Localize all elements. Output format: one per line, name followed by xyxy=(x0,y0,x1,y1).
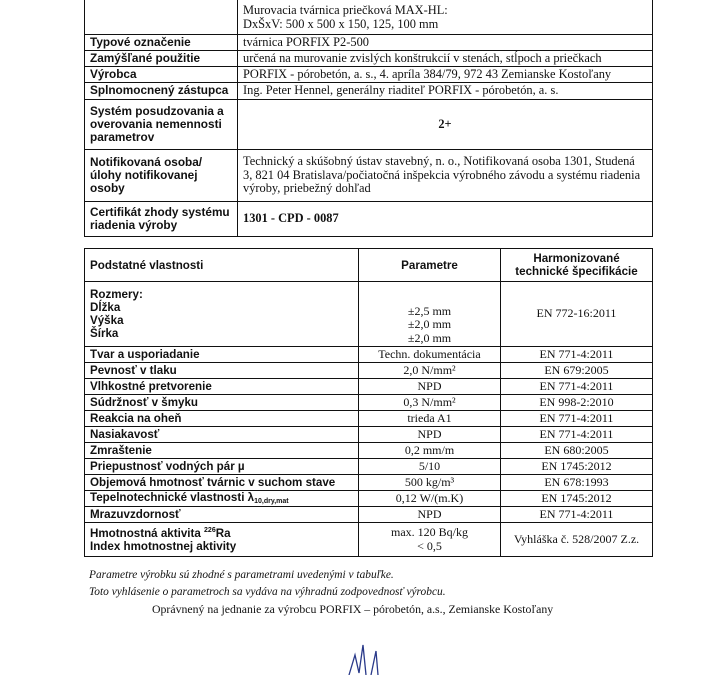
manufacturer-value: PORFIX - pórobetón, a. s., 4. apríla 384/79, 972 43 Zemianske Kostoľany xyxy=(238,67,653,83)
representative-row xyxy=(85,83,653,100)
property-spec: EN 1745:2012 xyxy=(501,491,653,507)
product-name: Murovacia tvárnica priečková MAX-HL: xyxy=(243,2,448,17)
header-properties: Podstatné vlastnosti xyxy=(85,249,359,282)
property-spec: EN 771-4:2011 xyxy=(501,347,653,363)
notified-row xyxy=(85,150,653,202)
system-value: 2+ xyxy=(238,100,653,150)
property-value: 0,12 W/(m.K) xyxy=(359,491,501,507)
property-name: Zmraštenie xyxy=(85,443,359,459)
property-value: NPD xyxy=(359,379,501,395)
dimensions-row xyxy=(85,282,653,347)
note-line: Toto vyhlásenie o parametroch sa vydáva na výhradnú zodpovednosť výrobcu. xyxy=(89,586,446,598)
property-spec: EN 680:2005 xyxy=(501,443,653,459)
property-row xyxy=(85,363,653,379)
property-name: Vlhkostné pretvorenie xyxy=(85,379,359,395)
product-row xyxy=(85,0,653,35)
property-spec: EN 771-4:2011 xyxy=(501,411,653,427)
product-dimensions: DxŠxV: 500 x 500 x 150, 125, 100 mm xyxy=(243,16,439,31)
property-row xyxy=(85,507,653,523)
properties-header xyxy=(85,249,653,282)
property-row xyxy=(85,443,653,459)
property-row xyxy=(85,459,653,475)
dimensions-spec: EN 772-16:2011 xyxy=(501,282,653,347)
manufacturer-row xyxy=(85,67,653,83)
representative-label: Splnomocnený zástupca xyxy=(85,83,238,100)
system-label: Systém posudzovania a overovania nemennosti parametrov xyxy=(85,100,238,150)
width-label: Šírka xyxy=(90,326,119,340)
type-row xyxy=(85,35,653,51)
property-row xyxy=(85,427,653,443)
declaration-notes xyxy=(89,567,446,601)
height-label: Výška xyxy=(90,314,124,327)
property-row xyxy=(85,395,653,411)
length-tolerance: ±2,5 mm xyxy=(407,303,452,318)
property-spec: EN 679:2005 xyxy=(501,363,653,379)
type-value: tvárnica PORFIX P2-500 xyxy=(238,35,653,51)
representative-value: Ing. Peter Hennel, generálny riaditeľ PORFIX - pórobetón, a. s. xyxy=(238,83,653,100)
authorized-person-line: Oprávnený na jednanie za výrobcu PORFIX – pórobetón, a.s., Zemianske Kostoľany xyxy=(152,602,554,616)
activity-value: max. 120 Bq/kg xyxy=(391,525,468,540)
activity-index-value: < 0,5 xyxy=(417,538,442,553)
properties-table xyxy=(84,248,653,557)
property-value: 500 kg/m³ xyxy=(359,475,501,491)
certificate-label: Certifikát zhody systému riadenia výroby xyxy=(85,202,238,237)
type-label: Typové označenie xyxy=(85,35,238,51)
property-name: Reakcia na oheň xyxy=(85,411,359,427)
certificate-row xyxy=(85,202,653,237)
certificate-value: 1301 - CPD - 0087 xyxy=(238,202,653,237)
note-line: Parametre výrobku sú zhodné s parametrami uvedenými v tabuľke. xyxy=(89,569,394,581)
length-label: Dĺžka xyxy=(90,301,121,315)
activity-row xyxy=(85,523,653,557)
activity-index-label: Index hmotnostnej aktivity xyxy=(90,539,237,553)
width-tolerance: ±2,0 mm xyxy=(407,330,452,345)
activity-spec: Vyhláška č. 528/2007 Z.z. xyxy=(501,523,653,557)
property-spec: EN 771-4:2011 xyxy=(501,379,653,395)
dimensions-title: Rozmery: xyxy=(90,288,143,302)
product-info-table xyxy=(84,0,653,237)
property-row xyxy=(85,411,653,427)
property-value: 2,0 N/mm² xyxy=(359,363,501,379)
property-name: Tvar a usporiadanie xyxy=(85,347,359,363)
lambda-subscript: 10,dry,mat xyxy=(254,498,289,506)
property-value: 5/10 xyxy=(359,459,501,475)
use-row xyxy=(85,51,653,67)
property-row xyxy=(85,347,653,363)
property-value: Techn. dokumentácia xyxy=(359,347,501,363)
property-spec: EN 998-2:2010 xyxy=(501,395,653,411)
activity-label: Hmotnostná aktivita $^{226}$Ra xyxy=(90,526,231,540)
property-name: Tepelnotechnické vlastnosti λ xyxy=(90,491,255,505)
header-parameters: Parametre xyxy=(359,249,501,282)
property-spec: EN 771-4:2011 xyxy=(501,507,653,523)
property-name: Objemová hmotnosť tvárnic v suchom stave xyxy=(85,475,359,491)
property-name: Mrazuvzdornosť xyxy=(85,507,359,523)
property-row xyxy=(85,475,653,491)
manufacturer-label: Výrobca xyxy=(85,67,238,83)
property-name: Súdržnosť v šmyku xyxy=(85,395,359,411)
property-value: NPD xyxy=(359,427,501,443)
notified-label: Notifikovaná osoba/úlohy notifikovanej osoby xyxy=(85,150,238,202)
notified-value: Technický a skúšobný ústav stavebný, n. o., Notifikovaná osoba 1301, Studená 3, 821 04 Bratislava/počiatočná inšpekcia výrobného závodu a systému riadenia výroby, priebežný dohľad xyxy=(238,150,653,202)
property-row xyxy=(85,491,653,507)
use-label: Zamýšľané použitie xyxy=(85,51,238,67)
property-spec: EN 1745:2012 xyxy=(501,459,653,475)
property-value: trieda A1 xyxy=(359,411,501,427)
property-name: Nasiakavosť xyxy=(85,427,359,443)
property-name: Pevnosť v tlaku xyxy=(85,363,359,379)
system-row xyxy=(85,100,653,150)
property-value: 0,2 mm/m xyxy=(359,443,501,459)
property-value: NPD xyxy=(359,507,501,523)
property-spec: EN 771-4:2011 xyxy=(501,427,653,443)
height-tolerance: ±2,0 mm xyxy=(407,317,452,332)
signature-mark xyxy=(335,633,405,675)
use-value: určená na murovanie zvislých konštrukcií v stenách, stĺpoch a priečkach xyxy=(238,51,653,67)
header-specifications: Harmonizované technické špecifikácie xyxy=(501,249,653,282)
property-spec: EN 678:1993 xyxy=(501,475,653,491)
property-value: 0,3 N/mm² xyxy=(359,395,501,411)
property-row xyxy=(85,379,653,395)
property-name: Priepustnosť vodných pár µ xyxy=(85,459,359,475)
